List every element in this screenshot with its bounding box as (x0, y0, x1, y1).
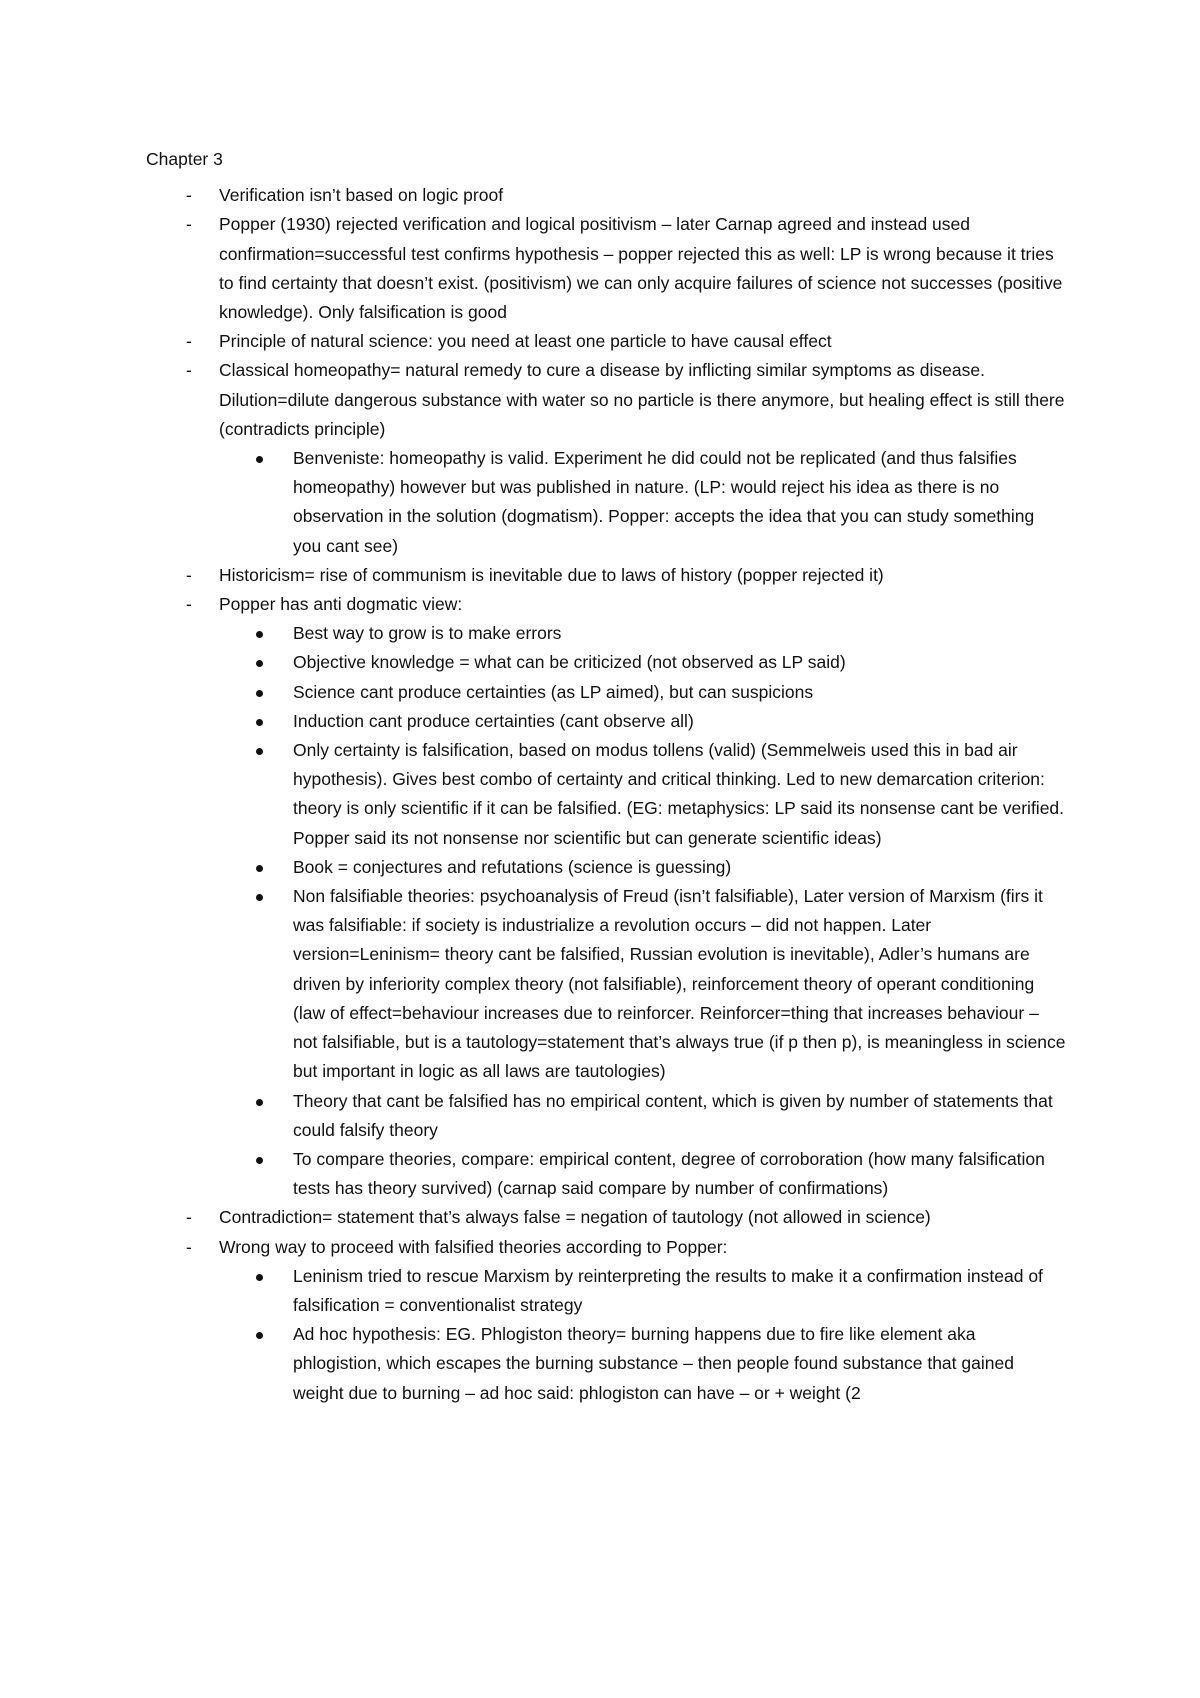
list-item (146, 327, 1066, 356)
dash-marker: - (186, 331, 192, 352)
sub-list-item (146, 1320, 1066, 1408)
sub-list-item (146, 678, 1066, 707)
sub-list (219, 619, 1066, 1203)
bullet-icon (256, 1332, 263, 1339)
sub-list-item-text: Induction cant produce certainties (cant observe all) (293, 710, 694, 731)
sub-list-item (146, 707, 1066, 736)
bullet-icon (256, 1099, 263, 1106)
list-item-text: Verification isn’t based on logic proof (219, 185, 504, 206)
sub-list-item (146, 619, 1066, 648)
list-item-text: Contradiction= statement that’s always false = negation of tautology (not allowed in science) (219, 1207, 931, 1228)
sub-list (219, 444, 1066, 561)
sub-list-item-text: Theory that cant be falsified has no empirical content, which is given by number of statements that could falsify theory (293, 1090, 1053, 1140)
bullet-icon (256, 865, 263, 872)
main-list (146, 181, 1066, 1408)
bullet-icon (256, 660, 263, 667)
sub-list (219, 1262, 1066, 1408)
sub-list-item-text: Science cant produce certainties (as LP aimed), but can suspicions (293, 681, 814, 702)
bullet-icon (256, 690, 263, 697)
list-item (146, 590, 1066, 1203)
document-body (146, 145, 1066, 1408)
list-item-text: Popper (1930) rejected verification and logical positivism – later Carnap agreed and instead used confirmation=successful test confirms hypothesis – popper rejected this as well: LP is wrong because it tries to find certainty that doesn’t exist. (positivism) we can only acquire failures of science not successes (positive knowledge). Only falsification is good (219, 214, 1063, 323)
sub-list-item-text: Benveniste: homeopathy is valid. Experiment he did could not be replicated (and thus falsifies homeopathy) however but was published in nature. (LP: would reject his idea as there is no observation in the solution (dogmatism). Popper: accepts the idea that you can study something you cant see) (293, 448, 1035, 556)
bullet-icon (256, 631, 263, 638)
sub-list-item-text: Ad hoc hypothesis: EG. Phlogiston theory= burning happens due to fire like element aka phlogistion, which escapes the burning substance – then people found substance that gained weight due to burning – ad hoc said: phlogiston can have – or + weight (2 (293, 1324, 1014, 1403)
bullet-icon (256, 456, 263, 463)
chapter-heading: Chapter 3 (146, 149, 223, 169)
sub-list-item (146, 1087, 1066, 1145)
sub-list-item (146, 736, 1066, 853)
list-item (146, 181, 1066, 210)
bullet-icon (256, 748, 263, 755)
bullet-icon (256, 894, 263, 901)
list-item (146, 561, 1066, 590)
dash-marker: - (186, 214, 192, 235)
list-item-text: Classical homeopathy= natural remedy to cure a disease by inflicting similar symptoms as disease. Dilution=dilute dangerous substance with water so no particle is there anymore, but healing effect is still there (contradicts principle) (219, 360, 1065, 439)
sub-list-item-text: Best way to grow is to make errors (293, 623, 562, 644)
list-item-text: Popper has anti dogmatic view: (219, 594, 463, 615)
list-item-text: Wrong way to proceed with falsified theories according to Popper: (219, 1236, 728, 1257)
sub-list-item-text: Book = conjectures and refutations (science is guessing) (293, 856, 732, 877)
sub-list-item-text: Objective knowledge = what can be criticized (not observed as LP said) (293, 652, 846, 673)
list-item (146, 210, 1066, 327)
bullet-icon (256, 719, 263, 726)
dash-marker: - (186, 564, 192, 585)
list-item (146, 1203, 1066, 1232)
dash-marker: - (186, 360, 192, 381)
sub-list-item (146, 1262, 1066, 1320)
sub-list-item-text: Leninism tried to rescue Marxism by reinterpreting the results to make it a confirmation instead of falsification = conventionalist strategy (293, 1265, 1043, 1315)
sub-list-item (146, 648, 1066, 677)
bullet-icon (256, 1157, 263, 1164)
dash-marker: - (186, 1236, 192, 1257)
sub-list-item-text: Non falsifiable theories: psychoanalysis of Freud (isn’t falsifiable), Later version of Marxism (firs it was falsifiable: if society is industrialize a revolution occurs – did not happen. Later version=Leninism= theory cant be falsified, Russian evolution is inevitable), Adler’s humans are driven by inferiority complex theory (not falsifiable), reinforcement theory of operant conditioning (law of effect=behaviour increases due to reinforcer. Reinforcer=thing that increases behaviour – not falsifiable, but is a tautology=statement that’s always true (if p then p), is meaningless in science but important in logic as all laws are tautologies) (293, 886, 1066, 1082)
dash-marker: - (186, 594, 192, 615)
dash-marker: - (186, 185, 192, 206)
sub-list-item (146, 853, 1066, 882)
sub-list-item-text: Only certainty is falsification, based on modus tollens (valid) (Semmelweis used this in bad air hypothesis). Gives best combo of certainty and critical thinking. Led to new demarcation criterion: theory is only scientific if it can be falsified. (EG: metaphysics: LP said its nonsense cant be verified. Popper said its not nonsense nor scientific but can generate scientific ideas) (293, 740, 1065, 848)
sub-list-item (146, 444, 1066, 561)
sub-list-item (146, 1145, 1066, 1203)
list-item-text: Principle of natural science: you need at least one particle to have causal effect (219, 331, 832, 352)
list-item-text: Historicism= rise of communism is inevitable due to laws of history (popper rejected it) (219, 564, 884, 585)
sub-list-item (146, 882, 1066, 1086)
dash-marker: - (186, 1207, 192, 1228)
list-item (146, 1233, 1066, 1408)
list-item (146, 356, 1066, 560)
sub-list-item-text: To compare theories, compare: empirical content, degree of corroboration (how many falsification tests has theory survived) (carnap said compare by number of confirmations) (293, 1148, 1045, 1199)
bullet-icon (256, 1274, 263, 1281)
